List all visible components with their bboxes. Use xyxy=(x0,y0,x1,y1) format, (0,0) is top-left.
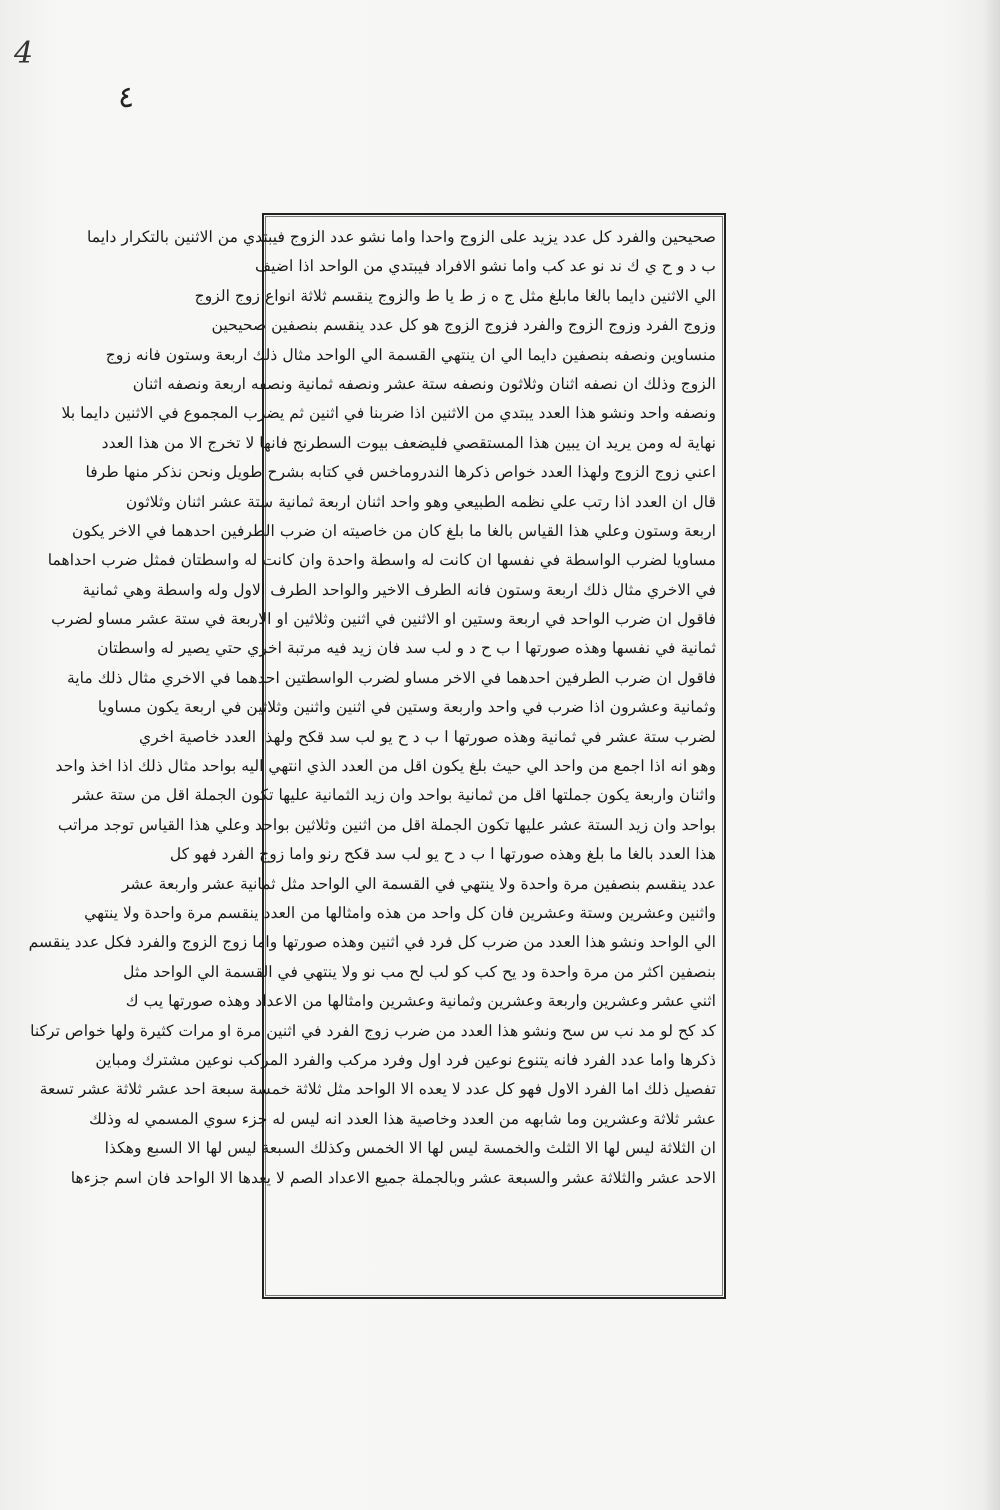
text-line: وثمانية وعشرون اذا ضرب في واحد واربعة وستين في اثنين واثنين وثلاثين في اربعة يكون مساويا xyxy=(97,698,716,717)
text-line: ثمانية في نفسها وهذه صورتها ا ب ح د و لب سد فان زيد فيه مرتبة اخري حتي يصير له واسطتان xyxy=(97,639,716,658)
text-line: وزوج الفرد وزوج الزوج والفرد فزوج الزوج هو كل عدد ينقسم بنصفين صحيحين xyxy=(211,316,716,335)
page-edge-shadow xyxy=(982,0,1000,1510)
text-line: ونصفه واحد ونشو هذا العدد يبتدي من الاثنين اذا ضربنا في اثنين ثم يضرب المجموع في الاثنين دايما بلا xyxy=(61,404,716,423)
text-line: صحيحين والفرد كل عدد يزيد على الزوج واحدا واما نشو عدد الزوج فيبتدي من الاثنين بالتكرار دايما xyxy=(87,228,716,246)
text-line: فاقول ان ضرب الطرفين احدهما في الاخر مساو لضرب الواسطتين احدهما في الاخري مثال ذلك ماية xyxy=(66,668,716,687)
text-line: عدد ينقسم بنصفين مرة واحدة ولا ينتهي في القسمة الي الواحد مثل ثمانية عشر واربعة عشر xyxy=(121,874,716,893)
text-line: فاقول ان ضرب الواحد في اربعة وستين او الاثنين في اثنين وثلاثين او الاربعة في ستة عشر مساو لضرب xyxy=(51,610,716,629)
text-line: واثنين وعشرين وستة وعشرين فان كل واحد من هذه وامثالها من العدد ينقسم مرة واحدة ولا ينتهي xyxy=(84,903,716,922)
text-line: الاحد عشر والثلاثة عشر والسبعة عشر وبالجملة جميع الاعداد الصم لا يعدها الا الواحد فان اسم جزءها xyxy=(70,1168,716,1187)
text-line: في الاخري مثال ذلك اربعة وستون فانه الطرف الاخير والواحد الطرف الاول وله واسطة وهي ثمانية xyxy=(82,580,716,599)
text-line: عشر ثلاثة وعشرين وما شابهه من العدد وخاصية هذا العدد انه ليس له جزء سوي المسمي له وذلك xyxy=(89,1109,716,1128)
text-line: نهاية له ومن يريد ان يبين هذا المستقصي فليضعف بيوت السطرنج فانها لا تخرج الا من هذا العدد xyxy=(101,433,716,452)
text-line: مساويا لضرب الواسطة في نفسها ان كانت له واسطة واحدة وان كانت له واسطتان فمثل ضرب احداهما xyxy=(47,551,716,570)
text-line: لضرب ستة عشر في ثمانية وهذه صورتها ا ب د ح يو لب سد قكح ولهذا العدد خاصية اخري xyxy=(139,727,716,746)
text-line: واثنان واربعة يكون جملتها اقل من ثمانية بواحد وان زيد الثمانية عليها تكون الجملة اقل من ستة عشر xyxy=(72,786,716,805)
text-line: قال ان العدد اذا رتب علي نظمه الطبيعي وهو واحد اثنان اربعة ثمانية ستة عشر اثنان وثلاثون xyxy=(125,492,716,511)
text-line: بواحد وان زيد الستة عشر عليها تكون الجملة اقل من اثنين وثلاثين بواحد وعلي هذا القياس توجد مراتب xyxy=(57,815,716,834)
page-number: ٤ xyxy=(118,80,135,115)
text-frame xyxy=(28,213,726,1299)
text-line: اعني زوج الزوج ولهذا العدد خواص ذكرها الندروماخس في كتابه بشرح طويل ونحن نذكر منها طرفا xyxy=(85,463,716,482)
folio-number: 4 xyxy=(14,36,34,71)
text-line: الي الواحد ونشو هذا العدد من ضرب كل فرد في اثنين وهذه صورتها واما زوج الزوج والفرد فكل عدد ينقسم xyxy=(28,933,716,952)
text-line: منساوين ونصفه بنصفين دايما الي ان ينتهي القسمة الي الواحد مثال ذلك اربعة وستون فانه زوج xyxy=(105,345,716,364)
text-line: اثني عشر وعشرين واربعة وعشرين وثمانية وعشرين وامثالها من الاعداد وهذه صورتها يب ك xyxy=(125,992,716,1011)
text-block xyxy=(28,223,716,1289)
text-line: ذكرها واما عدد الفرد فانه يتنوع نوعين فرد اول وفرد مركب والفرد المركب نوعين مشترك ومباين xyxy=(95,1050,716,1069)
text-line: وهو انه اذا اجمع من واحد الي حيث بلغ يكون اقل من العدد الذي انتهي اليه بواحد مثال ذلك اذا اخذ واحد xyxy=(55,757,716,776)
text-line: بنصفين اكثر من مرة واحدة ود يح كب كو لب لح مب نو ولا ينتهي في القسمة الي الواحد مثل xyxy=(123,962,716,981)
text-line: هذا العدد بالغا ما بلغ وهذه صورتها ا ب د ح يو لب سد قكح رنو واما زوج الفرد فهو كل xyxy=(169,845,716,864)
text-line: اربعة وستون وعلي هذا القياس بالغا ما بلغ كان من خاصيته ان ضرب الطرفين احدهما في الاخر يكون xyxy=(72,521,716,540)
text-line: ب د و ح ي ك ند نو عد كب واما نشو الافراد فيبتدي من الواحد اذا اضيف xyxy=(254,257,716,276)
text-line: تفصيل ذلك اما الفرد الاول فهو كل عدد لا يعده الا الواحد مثل ثلاثة خمسة سبعة احد عشر ثلاثة عشر تسعة xyxy=(39,1080,716,1099)
text-line: الزوج وذلك ان نصفه اثنان وثلاثون ونصفه ستة عشر ونصفه ثمانية ونصفه اربعة ونصفه اثنان xyxy=(132,374,716,393)
text-line: كد كح لو مد نب س سح ونشو هذا العدد من ضرب زوج الفرد في اثنين مرة او مرات كثيرة ولها خواص تركنا xyxy=(30,1021,716,1040)
text-line: ان الثلاثة ليس لها الا الثلث والخمسة ليس لها الا الخمس وكذلك السبعة ليس لها الا السبع وهكذا xyxy=(104,1139,716,1158)
text-line: الي الاثنين دايما بالغا مابلغ مثل ج ه ز ط يا ط والزوج ينقسم ثلاثة انواع زوج الزوج xyxy=(194,286,716,305)
